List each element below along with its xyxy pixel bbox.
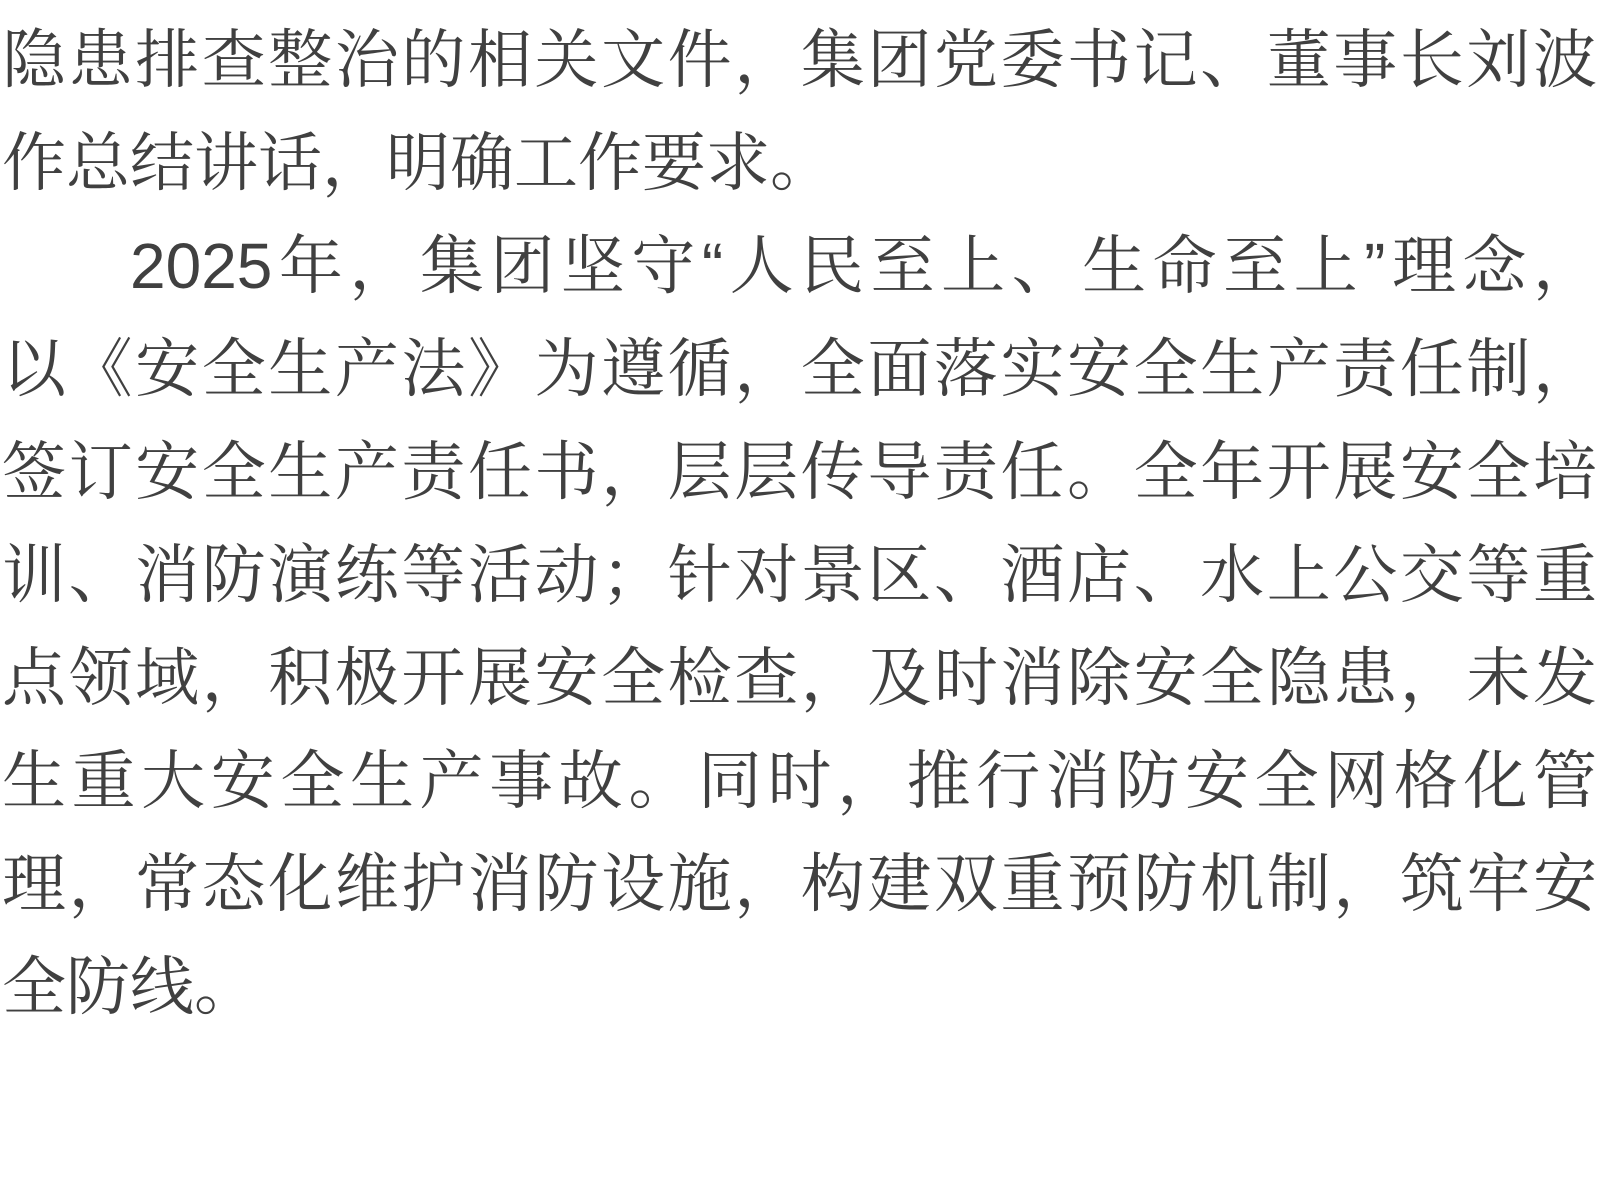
text-line: 理，常态化维护消防设施，构建双重预防机制，筑牢安 bbox=[2, 848, 1597, 920]
text-line: 全防线。 bbox=[2, 951, 258, 1023]
text-line: 训、消防演练等活动；针对景区、酒店、水上公交等重 bbox=[2, 539, 1597, 611]
text-line: 作总结讲话，明确工作要求。 bbox=[2, 127, 834, 199]
text-line: 以《安全生产法》为遵循，全面落实安全生产责任制， bbox=[2, 333, 1597, 405]
text-line: 2025年，集团坚守“人民至上、生命至上”理念， bbox=[130, 230, 1597, 302]
text-line: 隐患排查整治的相关文件，集团党委书记、董事长刘波 bbox=[2, 24, 1597, 96]
text-line: 签订安全生产责任书，层层传导责任。全年开展安全培 bbox=[2, 436, 1597, 508]
text-line: 点领域，积极开展安全检查，及时消除安全隐患，未发 bbox=[2, 642, 1597, 714]
text-line: 生重大安全生产事故。同时，推行消防安全网格化管 bbox=[2, 745, 1597, 817]
